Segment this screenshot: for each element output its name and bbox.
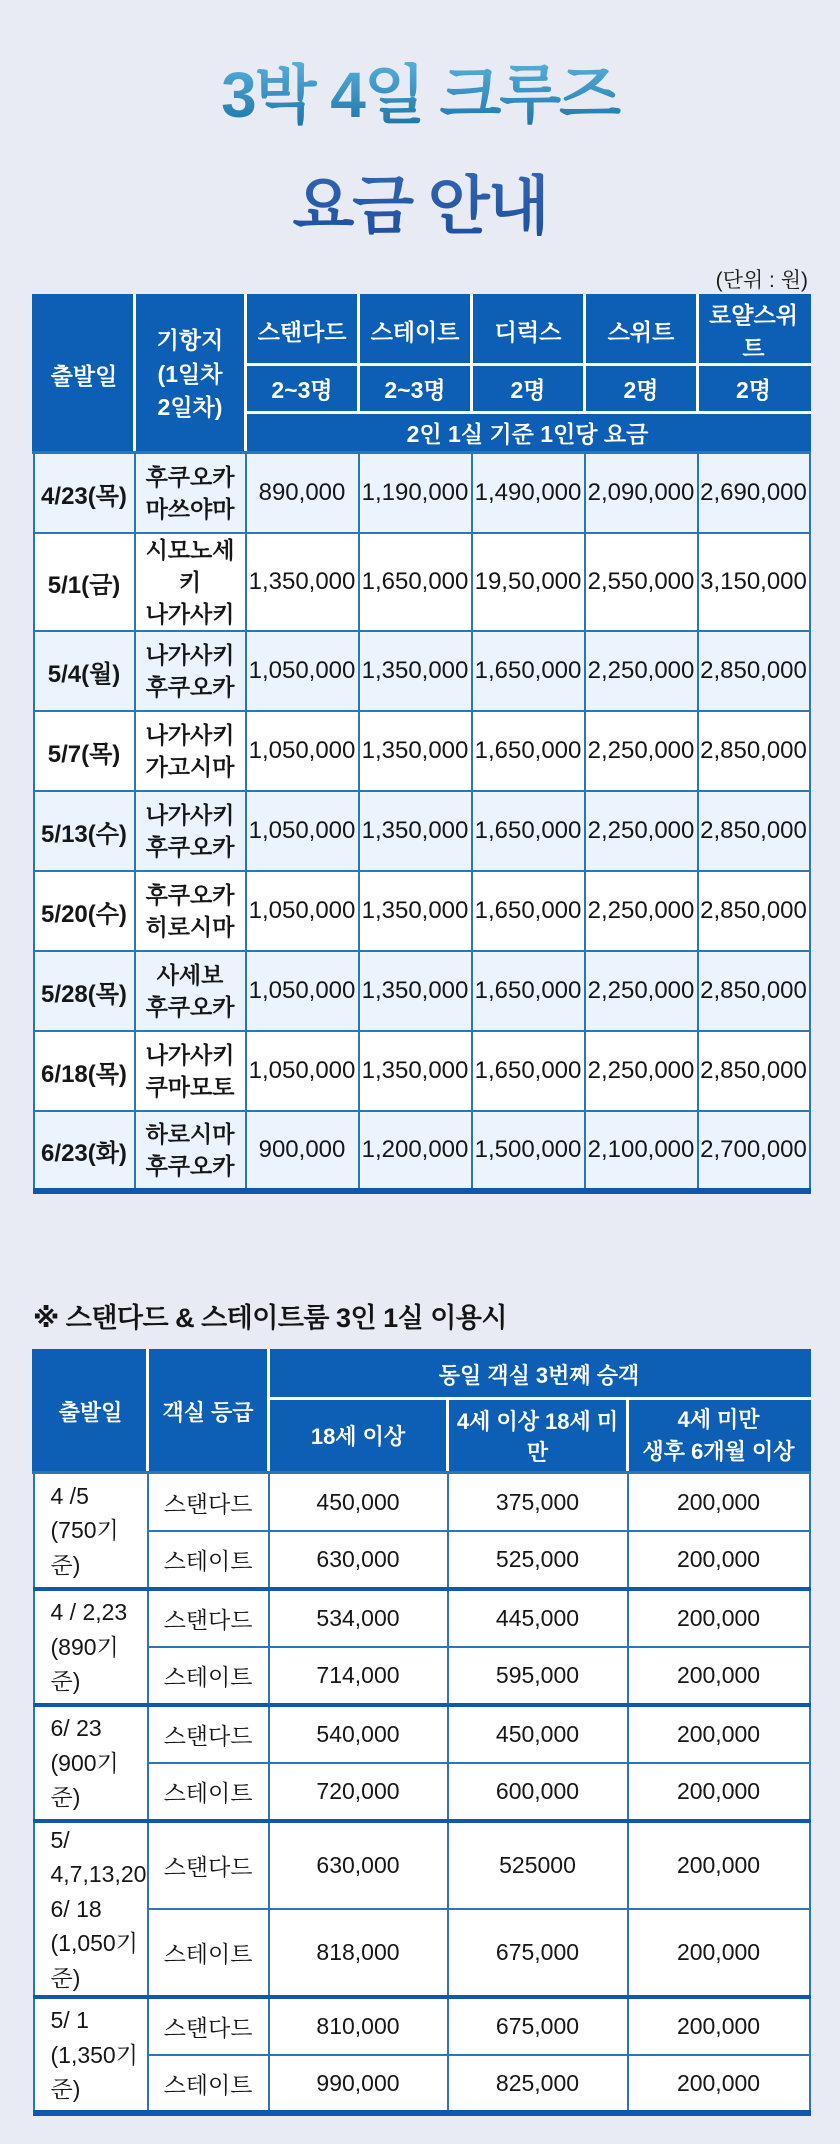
departure-dates-group — [34, 1705, 148, 1821]
port-day1: 후쿠오카 — [145, 882, 235, 909]
port-day2: 후쿠오카 — [145, 674, 235, 701]
price-state: 1,350,000 — [359, 871, 472, 951]
col-header-departure2: 출발일 — [34, 1351, 148, 1473]
third-guest-table-body — [34, 1473, 810, 2114]
third-guest-row — [34, 1705, 810, 1763]
port-day1: 나가사키 — [145, 1042, 235, 1069]
price-child: 825,000 — [448, 2055, 628, 2113]
price-infant: 200,000 — [628, 1909, 810, 1997]
third-guest-row — [34, 1821, 810, 1909]
price-deluxe: 1,490,000 — [472, 453, 585, 533]
price-child: 675,000 — [448, 1997, 628, 2055]
price-deluxe: 1,650,000 — [472, 871, 585, 951]
price-suite: 2,250,000 — [585, 871, 698, 951]
price-child: 525,000 — [448, 1531, 628, 1589]
date-line: 5/ 4,7,13,20 — [50, 1826, 147, 1888]
price-standard: 1,050,000 — [246, 711, 359, 791]
price-state: 1,350,000 — [359, 791, 472, 871]
price-deluxe: 1,650,000 — [472, 631, 585, 711]
departure-date: 5/13(수) — [34, 791, 135, 871]
third-guest-row — [34, 1763, 810, 1821]
price-adult: 720,000 — [269, 1763, 448, 1821]
col-header-departure: 출발일 — [34, 296, 135, 453]
col-header-child: 4세 이상 18세 미만 — [448, 1399, 628, 1473]
price-suite: 2,250,000 — [585, 711, 698, 791]
port-day1: 나가사키 — [145, 802, 235, 829]
col-header-standard: 스탠다드 — [246, 296, 359, 365]
unit-note: (단위 : 원) — [715, 269, 808, 293]
price-child: 445,000 — [448, 1589, 628, 1647]
price-state: 1,350,000 — [359, 951, 472, 1031]
third-guest-row — [34, 1997, 810, 2055]
port-day2: 후쿠오카 — [145, 1153, 235, 1180]
price-adult: 818,000 — [269, 1909, 448, 1997]
third-guest-row — [34, 1647, 810, 1705]
price-child: 375,000 — [448, 1473, 628, 1531]
price-royal-suite: 2,690,000 — [698, 453, 810, 533]
port-cell — [135, 1111, 246, 1191]
page-title-line1: 3박 4일 크루즈 — [0, 62, 840, 129]
price-infant: 200,000 — [628, 2055, 810, 2113]
room-grade: 스탠다드 — [148, 1589, 269, 1647]
price-deluxe: 1,650,000 — [472, 711, 585, 791]
capacity-royal-suite: 2명 — [698, 365, 810, 413]
fare-table — [32, 294, 811, 1194]
price-standard: 1,050,000 — [246, 951, 359, 1031]
price-royal-suite: 2,850,000 — [698, 791, 810, 871]
date-line: 6/ 23 — [50, 1715, 102, 1742]
infant-header-line2: 생후 6개월 이상 — [642, 1438, 795, 1464]
port-day2: 가고시마 — [145, 754, 235, 781]
room-grade: 스탠다드 — [148, 1997, 269, 2055]
price-suite: 2,250,000 — [585, 1031, 698, 1111]
date-line: 4 / 2,23 — [50, 1599, 128, 1626]
port-cell — [135, 453, 246, 533]
price-royal-suite: 2,850,000 — [698, 631, 810, 711]
price-standard: 1,050,000 — [246, 1031, 359, 1111]
price-deluxe: 1,650,000 — [472, 951, 585, 1031]
price-child: 600,000 — [448, 1763, 628, 1821]
departure-dates-group — [34, 1473, 148, 1589]
price-suite: 2,250,000 — [585, 631, 698, 711]
port-day2: 쿠마모토 — [145, 1074, 235, 1101]
basis-note: 2인 1실 기준 1인당 요금 — [246, 413, 810, 453]
departure-date: 5/28(목) — [34, 951, 135, 1031]
price-adult: 630,000 — [269, 1531, 448, 1589]
room-grade: 스테이트 — [148, 2055, 269, 2113]
price-state: 1,350,000 — [359, 1031, 472, 1111]
price-adult: 450,000 — [269, 1473, 448, 1531]
port-day2: 나가사키 — [145, 601, 235, 628]
port-cell — [135, 951, 246, 1031]
price-royal-suite: 2,850,000 — [698, 951, 810, 1031]
fare-row — [34, 871, 810, 951]
price-state: 1,650,000 — [359, 533, 472, 632]
port-header-line3: 2일차) — [157, 394, 223, 421]
price-royal-suite: 3,150,000 — [698, 533, 810, 632]
port-day2: 마쓰야마 — [145, 496, 235, 523]
price-standard: 1,050,000 — [246, 631, 359, 711]
fare-table-header — [34, 296, 810, 453]
port-cell — [135, 631, 246, 711]
room-grade: 스탠다드 — [148, 1821, 269, 1909]
price-royal-suite: 2,850,000 — [698, 871, 810, 951]
capacity-standard: 2~3명 — [246, 365, 359, 413]
port-cell — [135, 533, 246, 632]
date-basis: (750기준) — [50, 1517, 119, 1578]
date-basis: (890기준) — [50, 1633, 119, 1695]
port-header-line2: (1일차 — [157, 360, 223, 387]
price-adult: 534,000 — [269, 1589, 448, 1647]
port-day1: 하로시마 — [145, 1121, 235, 1148]
room-grade: 스테이트 — [148, 1909, 269, 1997]
price-standard: 890,000 — [246, 453, 359, 533]
port-day1: 나가사키 — [145, 722, 235, 749]
col-header-port — [135, 296, 246, 453]
departure-dates-group — [34, 1821, 148, 1998]
price-adult: 990,000 — [269, 2055, 448, 2113]
price-standard: 1,050,000 — [246, 871, 359, 951]
section-title-triple-occupancy: ※ 스탠다드 & 스테이트룸 3인 1실 이용시 — [33, 1303, 507, 1334]
date-line: 4 /5 — [50, 1482, 89, 1509]
price-state: 1,200,000 — [359, 1111, 472, 1191]
price-child: 450,000 — [448, 1705, 628, 1763]
price-deluxe: 19,50,000 — [472, 533, 585, 632]
room-grade: 스탠다드 — [148, 1473, 269, 1531]
date-line: 5/ 1 — [50, 2007, 89, 2034]
price-standard: 1,350,000 — [246, 533, 359, 632]
port-day1: 시모노세키 — [145, 536, 235, 596]
date-basis: (1,350기준) — [50, 2041, 138, 2103]
third-guest-row — [34, 1909, 810, 1997]
col-header-adult: 18세 이상 — [269, 1399, 448, 1473]
capacity-deluxe: 2명 — [472, 365, 585, 413]
fare-row — [34, 711, 810, 791]
departure-date: 5/4(월) — [34, 631, 135, 711]
fare-row — [34, 453, 810, 533]
fare-row — [34, 951, 810, 1031]
price-standard: 1,050,000 — [246, 791, 359, 871]
price-infant: 200,000 — [628, 1589, 810, 1647]
date-basis: (900기준) — [50, 1749, 119, 1811]
port-header-line1: 기항지 — [156, 327, 224, 354]
room-grade: 스탠다드 — [148, 1705, 269, 1763]
fare-table-body — [34, 453, 810, 1192]
port-cell — [135, 791, 246, 871]
port-day2: 후쿠오카 — [145, 834, 235, 861]
port-cell — [135, 871, 246, 951]
price-state: 1,190,000 — [359, 453, 472, 533]
price-standard: 900,000 — [246, 1111, 359, 1191]
third-guest-row — [34, 2055, 810, 2113]
third-guest-row — [34, 1589, 810, 1647]
price-adult: 714,000 — [269, 1647, 448, 1705]
infant-header-line1: 4세 미만 — [677, 1407, 760, 1433]
departure-dates-group — [34, 1997, 148, 2113]
port-cell — [135, 1031, 246, 1111]
departure-date: 5/1(금) — [34, 533, 135, 632]
price-infant: 200,000 — [628, 1821, 810, 1909]
price-deluxe: 1,650,000 — [472, 1031, 585, 1111]
col-header-royal-suite: 로얄스위트 — [698, 296, 810, 365]
capacity-suite: 2명 — [585, 365, 698, 413]
price-royal-suite: 2,700,000 — [698, 1111, 810, 1191]
col-header-deluxe: 디럭스 — [472, 296, 585, 365]
capacity-state: 2~3명 — [359, 365, 472, 413]
fare-row — [34, 631, 810, 711]
price-infant: 200,000 — [628, 1647, 810, 1705]
price-suite: 2,100,000 — [585, 1111, 698, 1191]
room-grade: 스테이트 — [148, 1763, 269, 1821]
col-header-room-grade: 객실 등급 — [148, 1351, 269, 1473]
col-header-infant — [628, 1399, 810, 1473]
departure-date: 6/18(목) — [34, 1031, 135, 1111]
room-grade: 스테이트 — [148, 1647, 269, 1705]
price-suite: 2,090,000 — [585, 453, 698, 533]
fare-row — [34, 533, 810, 632]
price-child: 525000 — [448, 1821, 628, 1909]
port-day2: 후쿠오카 — [145, 994, 235, 1021]
price-adult: 810,000 — [269, 1997, 448, 2055]
port-cell — [135, 711, 246, 791]
port-day1: 후쿠오카 — [145, 463, 235, 490]
price-infant: 200,000 — [628, 1705, 810, 1763]
price-adult: 630,000 — [269, 1821, 448, 1909]
price-infant: 200,000 — [628, 1997, 810, 2055]
fare-row — [34, 791, 810, 871]
price-infant: 200,000 — [628, 1763, 810, 1821]
departure-dates-group — [34, 1589, 148, 1705]
port-day1: 사세보 — [156, 962, 224, 989]
departure-date: 5/7(목) — [34, 711, 135, 791]
group-header-third-passenger: 동일 객실 3번째 승객 — [269, 1351, 810, 1399]
third-guest-row — [34, 1531, 810, 1589]
port-day2: 히로시마 — [145, 914, 235, 941]
price-deluxe: 1,500,000 — [472, 1111, 585, 1191]
price-deluxe: 1,650,000 — [472, 791, 585, 871]
third-guest-row — [34, 1473, 810, 1531]
price-infant: 200,000 — [628, 1473, 810, 1531]
price-state: 1,350,000 — [359, 631, 472, 711]
departure-date: 6/23(화) — [34, 1111, 135, 1191]
price-suite: 2,550,000 — [585, 533, 698, 632]
price-infant: 200,000 — [628, 1531, 810, 1589]
room-grade: 스테이트 — [148, 1531, 269, 1589]
col-header-suite: 스위트 — [585, 296, 698, 365]
price-royal-suite: 2,850,000 — [698, 1031, 810, 1111]
price-adult: 540,000 — [269, 1705, 448, 1763]
page-title-line2: 요금 안내 — [0, 173, 840, 240]
departure-date: 4/23(목) — [34, 453, 135, 533]
price-child: 595,000 — [448, 1647, 628, 1705]
fare-row — [34, 1031, 810, 1111]
price-state: 1,350,000 — [359, 711, 472, 791]
price-royal-suite: 2,850,000 — [698, 711, 810, 791]
price-suite: 2,250,000 — [585, 951, 698, 1031]
price-child: 675,000 — [448, 1909, 628, 1997]
price-suite: 2,250,000 — [585, 791, 698, 871]
third-guest-table-header — [34, 1351, 810, 1473]
date-basis: (1,050기준) — [50, 1930, 138, 1991]
date-line: 6/ 18 — [50, 1895, 102, 1922]
port-day1: 나가사키 — [145, 642, 235, 669]
fare-row — [34, 1111, 810, 1191]
third-guest-table — [32, 1349, 811, 2116]
departure-date: 5/20(수) — [34, 871, 135, 951]
col-header-state: 스테이트 — [359, 296, 472, 365]
